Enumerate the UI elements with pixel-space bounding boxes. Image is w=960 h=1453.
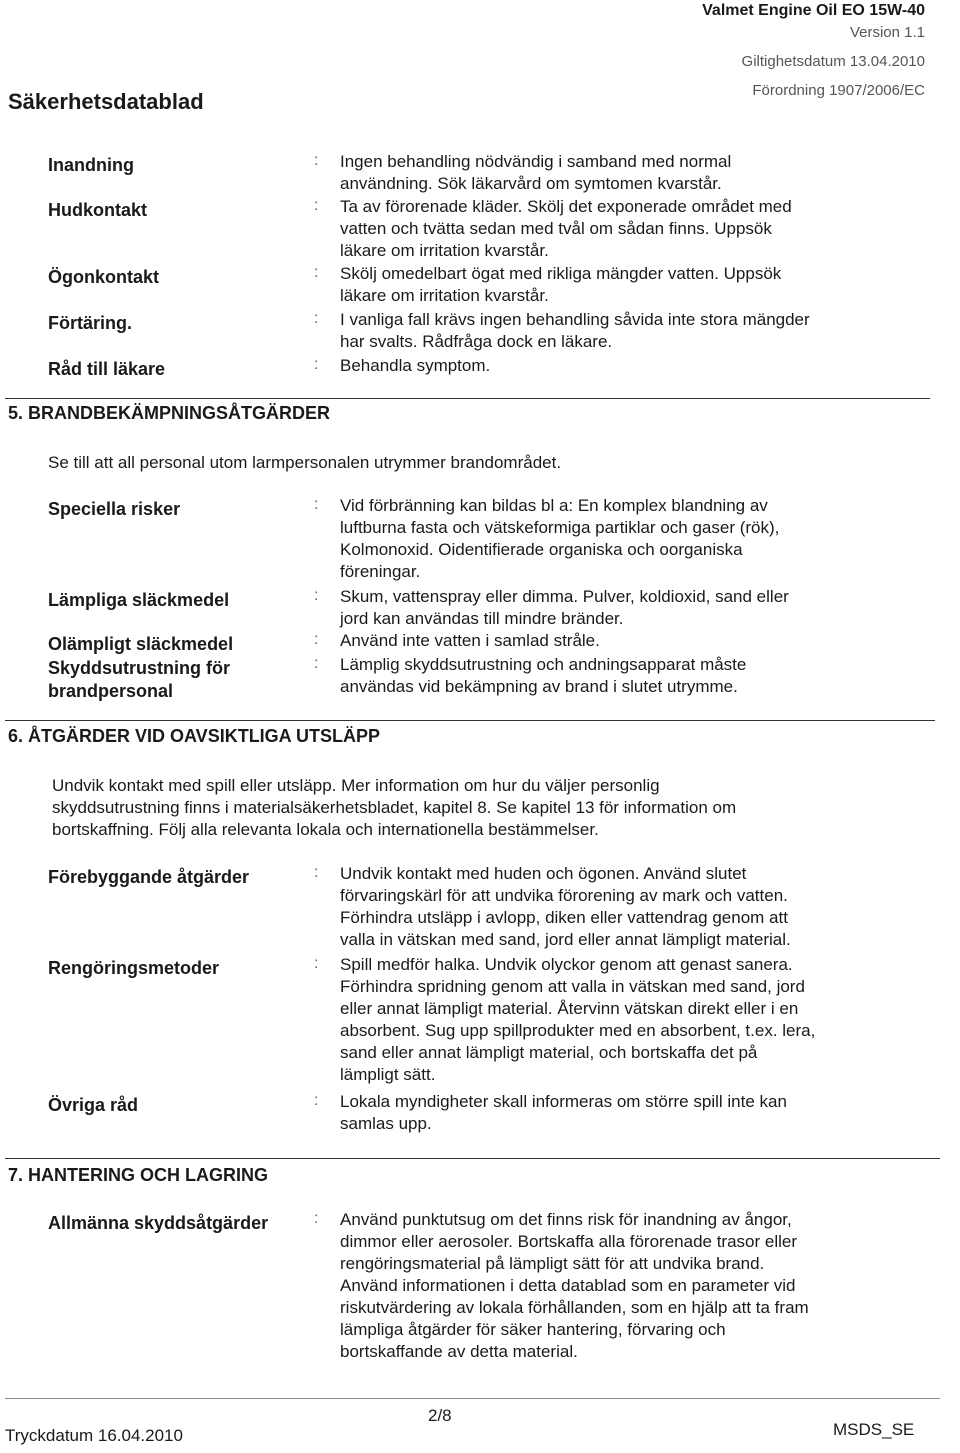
document-title: Säkerhetsdatablad: [8, 89, 204, 114]
section-7-title: 7. HANTERING OCH LAGRING: [8, 1165, 269, 1185]
row-label-ovriga-rad: Övriga råd: [48, 1095, 139, 1115]
colon: :: [314, 587, 319, 604]
section-6-intro: Undvik kontakt med spill eller utsläpp. Mer information om hur du väljer personlig skyddsutrustning finns i materialsäkerhetsbladet, kapitel 8. Se kapitel 13 för information om bortskaffning. Följ alla relevanta lokala och internationella bestämmelser.: [52, 776, 737, 839]
row-text-rengoringsmetoder: Spill medför halka. Undvik olyckor genom att genast sanera. Förhindra spridning genom att valla in vätskan med sand, jord eller annat lämpligt material. Återvinn vätskan direkt eller i en absorbent. Sug upp spillprodukter med en absorbent, t.ex. lera, sand eller annat lämpligt material, och bortskaffa det på lämpligt sätt.: [340, 955, 816, 1084]
row-label-speciella-risker: Speciella risker: [48, 499, 181, 519]
row-text-olampligt-slackmedel: Använd inte vatten i samlad stråle.: [340, 631, 600, 650]
row-text-rad-till-lakare: Behandla symptom.: [340, 356, 491, 375]
colon: :: [314, 310, 319, 327]
row-label-hudkontakt: Hudkontakt: [48, 200, 147, 220]
row-label-rad-till-lakare: Råd till läkare: [48, 359, 166, 379]
colon: :: [314, 655, 319, 672]
section-divider: [5, 398, 930, 399]
row-label-fortaring: Förtäring.: [48, 313, 132, 333]
row-text-speciella-risker: Vid förbränning kan bildas bl a: En komplex blandning av luftburna fasta och vätskeformiga partiklar och gaser (rök), Kolmonoxid. Oidentifierade organiska och oorganiska föreningar.: [340, 496, 780, 581]
print-date: Tryckdatum 16.04.2010: [5, 1426, 183, 1445]
row-label-rengoringsmetoder: Rengöringsmetoder: [48, 958, 220, 978]
row-text-skyddsutrustning: Lämplig skyddsutrustning och andningsapparat måste användas vid bekämpning av brand i slutet utrymme.: [340, 655, 747, 696]
section-divider: [5, 1158, 940, 1159]
row-label-allmanna-skyddsatgarder: Allmänna skyddsåtgärder: [48, 1213, 269, 1233]
section-divider: [5, 720, 935, 721]
row-text-allmanna-skyddsatgarder: Använd punktutsug om det finns risk för inandning av ångor, dimmor eller aerosoler. Bortskaffa alla förorenade trasor eller rengöringsmaterial på lämpligt sätt för att undvika brand. Använd informationen i detta datablad som en parameter vid riskutvärdering av lokala förhållanden, som en hjälp att ta fram lämpliga åtgärder för säker hantering, förvaring och bortskaffande av detta material.: [340, 1210, 809, 1361]
colon: :: [314, 1092, 319, 1109]
row-text-lampliga-slackmedel: Skum, vattenspray eller dimma. Pulver, koldioxid, sand eller jord kan användas till mindre bränder.: [340, 587, 789, 628]
row-text-fortaring: I vanliga fall krävs ingen behandling såvida inte stora mängder har svalts. Rådfråga dock en läkare.: [340, 310, 810, 351]
row-label-lampliga-slackmedel: Lämpliga släckmedel: [48, 590, 230, 610]
colon: :: [314, 955, 319, 972]
row-label-forebyggande-atgarder: Förebyggande åtgärder: [48, 867, 250, 887]
colon: :: [314, 152, 319, 169]
document-code: MSDS_SE: [833, 1420, 915, 1439]
page-number: 2/8: [428, 1406, 452, 1425]
row-text-forebyggande-atgarder: Undvik kontakt med huden och ögonen. Använd slutet förvaringskärl för att undvika förorening av mark och vatten. Förhindra utsläpp i avlopp, diken eller vattendrag genom att valla in vätskan med sand, jord eller annat lämpligt material.: [340, 864, 791, 949]
colon: :: [314, 631, 319, 648]
footer-divider: [5, 1398, 940, 1399]
regulation-label: Förordning 1907/2006/EC: [752, 82, 925, 99]
row-label-inandning: Inandning: [48, 155, 134, 175]
row-label-ogonkontakt: Ögonkontakt: [48, 267, 159, 287]
version-label: Version 1.1: [849, 24, 925, 41]
row-text-ovriga-rad: Lokala myndigheter skall informeras om större spill inte kan samlas upp.: [340, 1092, 787, 1133]
section-5-intro: Se till att all personal utom larmpersonalen utrymmer brandområdet.: [48, 453, 562, 472]
section-6-title: 6. ÅTGÄRDER VID OAVSIKTLIGA UTSLÄPP: [8, 726, 381, 746]
colon: :: [314, 356, 319, 373]
colon: :: [314, 197, 319, 214]
row-text-ogonkontakt: Skölj omedelbart ögat med rikliga mängder vatten. Uppsök läkare om irritation kvarstår.: [340, 264, 782, 305]
section-5-title: 5. BRANDBEKÄMPNINGSÅTGÄRDER: [8, 403, 331, 423]
product-name: Valmet Engine Oil EO 15W-40: [702, 2, 925, 19]
row-label-olampligt-slackmedel: Olämpligt släckmedel: [48, 634, 234, 654]
valid-date-label: Giltighetsdatum 13.04.2010: [741, 53, 925, 70]
row-text-hudkontakt: Ta av förorenade kläder. Skölj det exponerade området med vatten och tvätta sedan med tvål om sådan finns. Uppsök läkare om irritation kvarstår.: [340, 197, 792, 260]
row-text-inandning: Ingen behandling nödvändig i samband med normal användning. Sök läkarvård om symtomen kvarstår.: [340, 152, 732, 193]
colon: :: [314, 1210, 319, 1227]
colon: :: [314, 496, 319, 513]
colon: :: [314, 264, 319, 281]
row-label-brandpersonal: brandpersonal: [48, 681, 174, 701]
colon: :: [314, 864, 319, 881]
row-label-skyddsutrustning: Skyddsutrustning för: [48, 658, 231, 678]
